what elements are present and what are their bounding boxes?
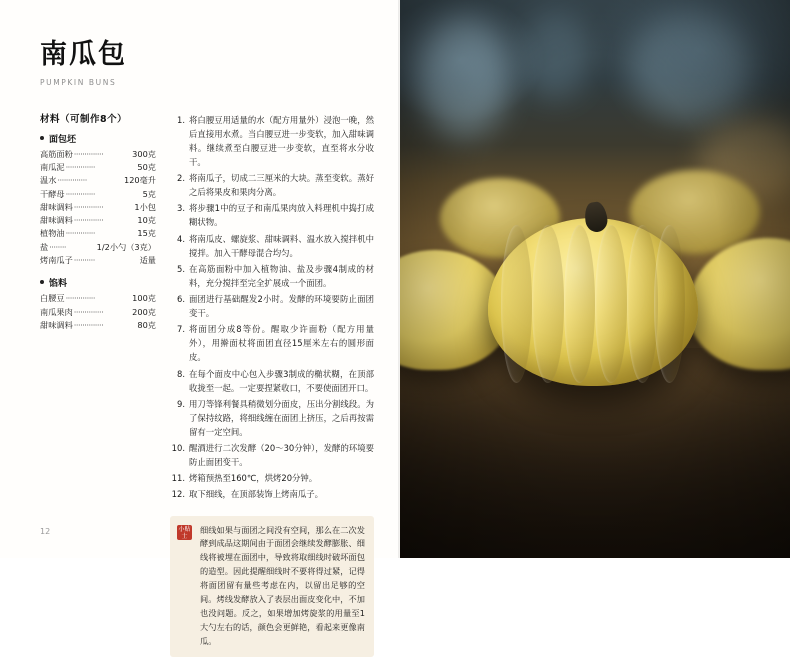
ingredient-name: 南瓜果肉 [40, 306, 73, 317]
ingredient-row [40, 319, 156, 332]
ingredient-amount: 200克 [132, 306, 156, 317]
step-text: 将面团分成8等份。醒取少许面粉（配方用量外），用擀面杖将面团直径15厘米左右的圆形面皮。 [189, 324, 374, 363]
steps-list [170, 113, 374, 502]
steps-column [170, 111, 374, 657]
bokeh-light [520, 10, 590, 100]
ingredient-name: 高筋面粉 [40, 148, 73, 159]
featured-pumpkin-bun [488, 218, 698, 386]
ingredient-amount: 50克 [137, 161, 156, 172]
step-item [170, 262, 374, 290]
step-text: 在高筋面粉中加入植物油、盐及步骤4制成的材料，充分搅拌至完全扩展成一个面团。 [189, 263, 374, 288]
recipe-text-page [0, 0, 400, 647]
ingredient-row [40, 306, 156, 319]
leader-dots: ·············· [73, 215, 104, 226]
step-text: 醒酒进行二次发酵（20～30分钟），发酵的环境要防止面团变干。 [189, 443, 374, 468]
bun-lobe [532, 225, 564, 383]
step-number: 3. [177, 203, 185, 214]
leader-dots: ·············· [65, 161, 96, 172]
ingredient-name: 烤南瓜子 [40, 254, 73, 265]
ingredient-name: 干酵母 [40, 188, 65, 199]
ingredient-amount: 10克 [137, 215, 156, 226]
step-item [170, 292, 374, 320]
step-number: 11. [171, 473, 185, 484]
ingredient-amount: 1小包 [134, 201, 156, 212]
step-text: 将南瓜子，切成二三厘米的大块。蒸至变软。蒸好之后将果皮和果肉分离。 [189, 173, 374, 198]
leader-dots: ·············· [65, 228, 96, 239]
tip-badge: 小贴士 [178, 525, 191, 540]
step-number: 7. [177, 324, 185, 335]
page-number: 12 [40, 527, 51, 536]
ingredient-row [40, 188, 156, 201]
step-item [170, 171, 374, 199]
ingredient-group-title: 馅料 [40, 276, 156, 289]
ingredient-name: 白腰豆 [40, 293, 65, 304]
ingredient-group [40, 276, 156, 332]
tip-box [170, 516, 374, 657]
ingredient-name: 南瓜泥 [40, 161, 65, 172]
ingredient-name: 甜味调料 [40, 201, 73, 212]
step-text: 面团进行基础醒发2小时。发酵的环境要防止面团变干。 [189, 294, 374, 319]
step-text: 用刀等锋利餐具稍微划分面皮，压出分割线段。为了保持纹路，将细线缠在面团上挤压，之后再按需留有一定空间。 [189, 398, 374, 437]
leader-dots: ·············· [65, 293, 96, 304]
step-number: 9. [177, 398, 185, 409]
photo-background [400, 0, 790, 558]
step-number: 4. [177, 233, 185, 244]
bun-lobe [654, 225, 686, 383]
step-item [170, 322, 374, 364]
step-number: 5. [177, 263, 185, 274]
ingredient-row [40, 174, 156, 187]
bun-lobe [595, 225, 627, 383]
leader-dots: ·············· [73, 319, 104, 330]
step-item [170, 487, 374, 501]
ingredient-amount: 300克 [132, 148, 156, 159]
ingredient-amount: 120毫升 [123, 175, 156, 186]
ingredient-name: 温水 [40, 175, 57, 186]
bun-lobe [501, 225, 533, 383]
leader-dots: ·············· [65, 188, 96, 199]
ingredient-row [40, 292, 156, 305]
step-item [170, 471, 374, 485]
ingredient-row [40, 241, 156, 254]
ingredient-row [40, 227, 156, 240]
ingredient-amount: 15克 [137, 228, 156, 239]
step-text: 将南瓜皮、螺旋浆、甜味调料、温水放入搅拌机中搅拌。加入干酵母混合均匀。 [189, 233, 374, 258]
bokeh-light [418, 18, 508, 138]
step-number: 1. [177, 114, 185, 125]
step-item [170, 113, 374, 169]
step-text: 在每个面皮中心包入步骤3制成的椭状糊，在顶部收拢至一起。一定要捏紧收口，不要使面团开口。 [189, 368, 374, 393]
ingredient-name: 甜味调料 [40, 215, 73, 226]
ingredient-amount: 适量 [139, 254, 156, 265]
ingredient-row [40, 254, 156, 267]
leader-dots: ·············· [73, 201, 104, 212]
ingredients-header: 材料（可制作8个） [40, 113, 128, 125]
ingredient-group [40, 132, 156, 268]
step-text: 将步骤1中的豆子和南瓜果肉放入料理机中捣打成糊状物。 [189, 203, 374, 228]
ingredients-column [40, 111, 156, 657]
ingredient-group-title: 面包坯 [40, 132, 156, 145]
step-number: 8. [177, 368, 185, 379]
ingredient-row [40, 201, 156, 214]
step-number: 12. [171, 489, 185, 500]
leader-dots: ········ [49, 241, 67, 252]
step-text: 烤箱预热至160℃，烘烤20分钟。 [189, 473, 318, 484]
step-item [170, 201, 374, 229]
ingredient-amount: 5克 [142, 188, 156, 199]
step-item [170, 397, 374, 439]
step-text: 取下细线，在顶部装饰上烤南瓜子。 [189, 489, 323, 500]
leader-dots: ·············· [73, 306, 104, 317]
leader-dots: ·········· [73, 254, 95, 265]
ingredient-amount: 100克 [132, 293, 156, 304]
step-number: 2. [177, 173, 185, 184]
ingredient-name: 植物油 [40, 228, 65, 239]
bokeh-light [630, 12, 750, 122]
page-subtitle: PUMPKIN BUNS [40, 77, 117, 87]
step-number: 10. [171, 443, 185, 454]
page-title: 南瓜包 [40, 39, 127, 70]
step-number: 6. [177, 294, 185, 304]
bun-lobe [564, 225, 596, 383]
leader-dots: ·············· [57, 175, 87, 186]
step-item [170, 232, 374, 260]
pumpkin-bun-photo [400, 0, 790, 558]
ingredient-amount: 80克 [137, 319, 156, 330]
ingredient-row [40, 148, 156, 161]
ingredient-name: 盐 [40, 241, 49, 252]
ingredient-row [40, 214, 156, 227]
ingredient-amount: 1/2小勺（3克） [96, 241, 156, 252]
tip-text: 细线如果与面团之间没有空间，那么在二次发酵到成品这期间由于面团会继续发酵膨胀、细线将被埋在面团中，导致将取细线时破坏面包的造型。因此提醒细线时不要将得过紧，记得将面团留有量些考虑在内，以留出足够的空间。烤线发酵放入了表层出面皮变化中，不加也没问题。反之，如果增加烤旋浆的用量至1大勺左右的话，颜色会更鲜艳，看起来更像南瓜。 [200, 524, 365, 647]
content-columns [40, 111, 374, 657]
ingredient-name: 甜味调料 [40, 319, 73, 330]
ingredient-row [40, 161, 156, 174]
title-block [40, 40, 374, 87]
step-item [170, 441, 374, 469]
step-text: 将白腰豆用适量的水（配方用量外）浸泡一晚，然后直接用水煮。当白腰豆进一步变软，加入甜味调料。继续煮至白腰豆进一步变软，直至将水分收干。 [189, 114, 374, 168]
step-item [170, 367, 374, 395]
leader-dots: ·············· [73, 148, 104, 159]
